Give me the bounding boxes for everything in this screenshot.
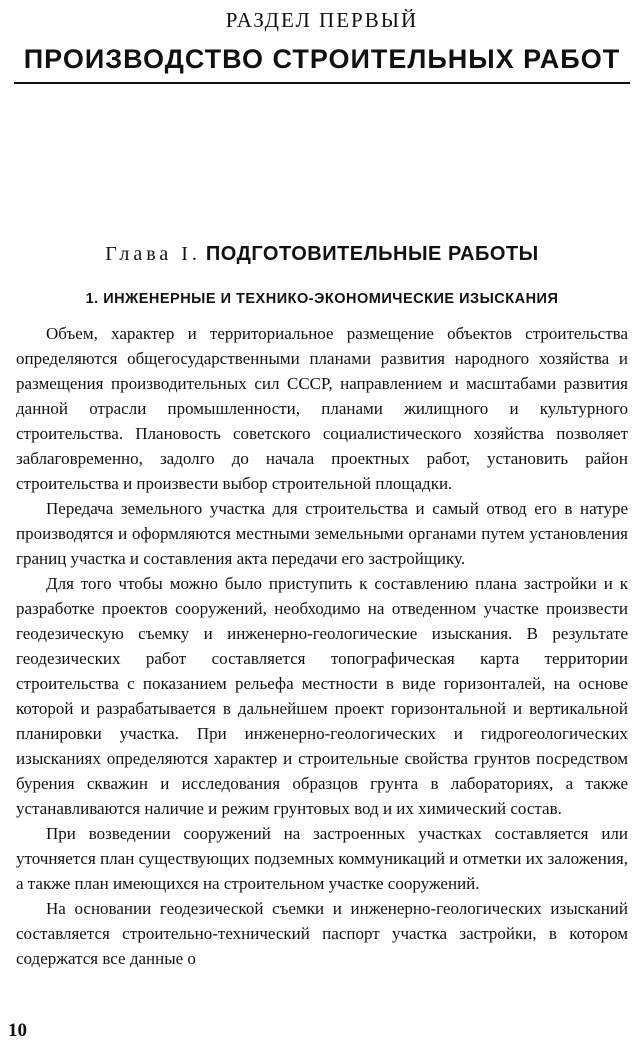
- chapter-title: ПОДГОТОВИТЕЛЬНЫЕ РАБОТЫ: [205, 243, 539, 265]
- chapter-heading: [0, 243, 644, 266]
- title-divider: [14, 82, 630, 84]
- page-number: 10: [8, 1020, 27, 1041]
- paragraph: Для того чтобы можно было приступить к составлению плана застройки и к разработке проектов сооружений, необходимо на отведенном участке произвести геодезическую съемку и инженерно-геологические изыскания. В результате геодезических работ составляется топографическая карта территории строительства с показанием рельефа местности в виде горизонталей, на основе которой и разрабатывается в дальнейшем проект горизонтальной и вертикальной планировки участка. При инженерно-геологических и гидрогеологических изысканиях определяются характер и строительные свойства грунтов посредством бурения скважин и исследования образцов грунта в лабораториях, а также устанавливаются наличие и режим грунтовых вод и их химический состав.: [16, 574, 628, 818]
- section-title: ПРОИЗВОДСТВО СТРОИТЕЛЬНЫХ РАБОТ: [23, 44, 621, 74]
- paragraph: Объем, характер и территориальное размещение объектов строительства определяются общегосударственными планами развития народного хозяйства и размещения производительных сил СССР, направлением и масштабами развития данной отрасли промышленности, планами жилищного и культурного строительства. Плановость советского социалистического хозяйства позволяет заблаговременно, задолго до начала проектных работ, установить район строительства и произвести выбор строительной площадки.: [16, 324, 628, 493]
- subsection-heading: 1. ИНЖЕНЕРНЫЕ И ТЕХНИКО-ЭКОНОМИЧЕСКИЕ ИЗЫСКАНИЯ: [85, 291, 559, 307]
- paragraph: Передача земельного участка для строительства и самый отвод его в натуре производятся и оформляются местными земельными органами путем установления границ участка и составления акта передачи его застройщику.: [16, 499, 628, 568]
- body-text: [16, 321, 628, 971]
- section-label: РАЗДЕЛ ПЕРВЫЙ: [225, 8, 419, 32]
- paragraph: При возведении сооружений на застроенных участках составляется или уточняется план существующих подземных коммуникаций и отметки их заложения, а также план имеющихся на строительном участке сооружений.: [16, 824, 628, 893]
- paragraph: На основании геодезической съемки и инженерно-геологических изысканий составляется строительно-технический паспорт участка застройки, в котором содержатся все данные о: [16, 899, 628, 968]
- chapter-prefix: Глава I.: [105, 243, 201, 265]
